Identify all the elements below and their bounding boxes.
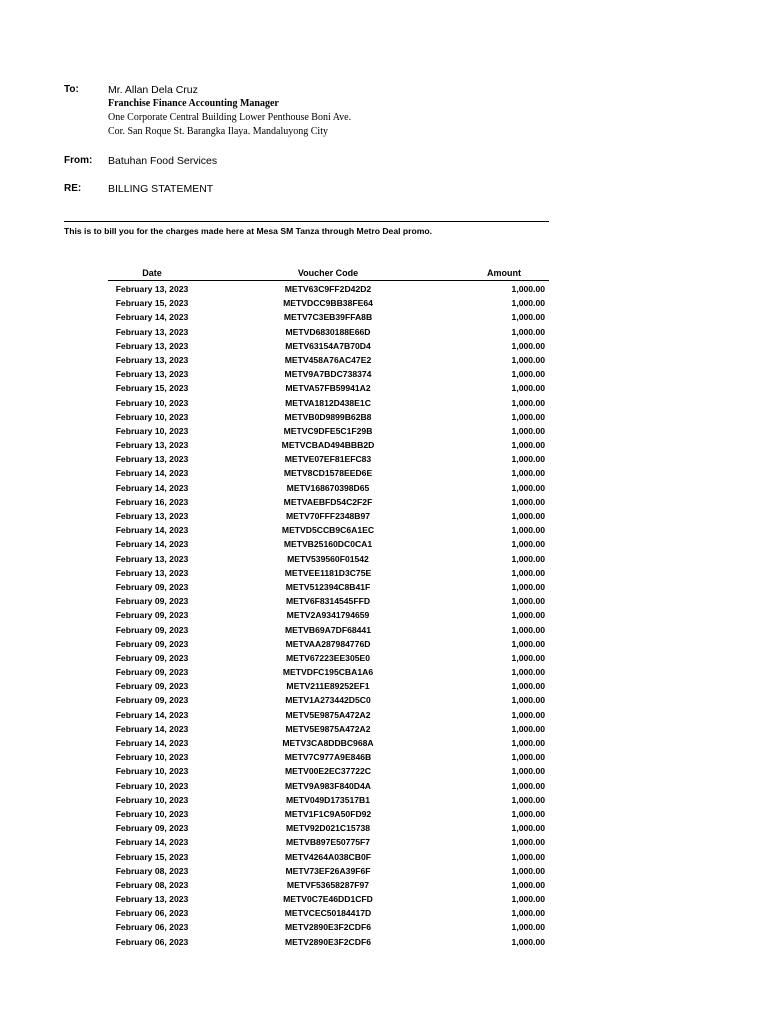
table-row — [108, 864, 549, 878]
row-date: February 13, 2023 — [115, 511, 189, 521]
header-amount: Amount — [487, 268, 521, 278]
row-date: February 14, 2023 — [115, 539, 189, 550]
row-amount: 1,000.00 — [511, 383, 545, 394]
row-voucher-code: METV512394C8B41F — [285, 581, 371, 592]
row-amount: 1,000.00 — [511, 284, 545, 294]
table-row — [108, 679, 549, 693]
row-voucher-code: METVB25160DC0CA1 — [283, 539, 373, 550]
row-voucher-code: METV049D173517B1 — [285, 794, 371, 805]
table-row — [108, 623, 549, 637]
row-voucher-code: METVD6830188E66D — [285, 326, 371, 337]
row-amount: 1,000.00 — [511, 539, 545, 550]
letter-header — [64, 84, 584, 197]
row-amount: 1,000.00 — [511, 369, 545, 380]
row-amount: 1,000.00 — [511, 894, 545, 905]
row-voucher-code: METVAA287984776D — [285, 638, 371, 649]
row-date: February 15, 2023 — [115, 383, 189, 394]
row-date: February 15, 2023 — [115, 851, 189, 862]
row-voucher-code: METV00E2EC37722C — [285, 766, 371, 777]
row-date: February 13, 2023 — [115, 894, 189, 905]
row-voucher-code: METVCEC50184417D — [284, 908, 372, 919]
table-row — [108, 764, 549, 778]
row-date: February 15, 2023 — [115, 298, 189, 309]
row-amount: 1,000.00 — [511, 681, 545, 692]
row-voucher-code: METV2890E3F2CDF6 — [285, 936, 371, 947]
table-row — [108, 821, 549, 835]
row-voucher-code: METV3CA8DDBC968A — [282, 738, 374, 748]
row-voucher-code: METV8CD1578EED6E — [283, 468, 373, 479]
table-row — [108, 296, 549, 310]
row-date: February 09, 2023 — [115, 624, 189, 635]
table-row — [108, 552, 549, 566]
row-amount: 1,000.00 — [511, 454, 545, 465]
table-row — [108, 878, 549, 892]
row-voucher-code: METV9A7BDC738374 — [284, 369, 372, 380]
row-amount: 1,000.00 — [511, 908, 545, 919]
table-row — [108, 381, 549, 395]
table-row — [108, 807, 549, 821]
row-voucher-code: METVB897E50775F7 — [285, 837, 371, 848]
voucher-table — [108, 266, 549, 949]
row-date: February 14, 2023 — [115, 723, 189, 734]
row-voucher-code: METV7C977A9E846B — [284, 752, 372, 763]
table-row — [108, 708, 549, 722]
row-amount: 1,000.00 — [511, 808, 545, 819]
row-amount: 1,000.00 — [511, 553, 545, 564]
row-amount: 1,000.00 — [511, 411, 545, 422]
table-row — [108, 935, 549, 949]
row-date: February 09, 2023 — [115, 610, 189, 621]
row-voucher-code: METVD5CCB9C6A1EC — [281, 525, 375, 536]
row-amount: 1,000.00 — [511, 567, 545, 578]
row-date: February 09, 2023 — [115, 667, 189, 678]
row-voucher-code: METVF53658287F97 — [286, 879, 370, 890]
row-amount: 1,000.00 — [511, 879, 545, 890]
row-date: February 09, 2023 — [115, 681, 189, 692]
from-label: From: — [64, 155, 93, 166]
row-amount: 1,000.00 — [511, 738, 545, 748]
row-voucher-code: METV9A983F840D4A — [285, 780, 371, 791]
row-date: February 10, 2023 — [115, 425, 189, 436]
header-voucher-code: Voucher Code — [297, 268, 359, 278]
row-date: February 10, 2023 — [115, 766, 189, 777]
intro-text: This is to bill you for the charges made here at Mesa SM Tanza through Metro Deal promo. — [64, 226, 432, 236]
table-row — [108, 353, 549, 367]
row-voucher-code: METV5E9875A472A2 — [285, 709, 371, 720]
row-date: February 13, 2023 — [115, 354, 189, 365]
table-row — [108, 310, 549, 324]
table-row — [108, 282, 549, 296]
row-voucher-code: METV92D021C15738 — [285, 823, 371, 834]
table-row — [108, 396, 549, 410]
row-amount: 1,000.00 — [511, 298, 545, 309]
row-amount: 1,000.00 — [511, 794, 545, 805]
row-date: February 14, 2023 — [115, 468, 189, 479]
row-voucher-code: METV1A273442D5C0 — [285, 695, 371, 706]
row-date: February 09, 2023 — [115, 652, 189, 663]
table-row — [108, 651, 549, 665]
row-date: February 09, 2023 — [115, 581, 189, 592]
table-row — [108, 779, 549, 793]
row-voucher-code: METV4264A038CB0F — [285, 851, 371, 862]
row-amount: 1,000.00 — [511, 468, 545, 479]
table-row — [108, 339, 549, 353]
to-label: To: — [64, 84, 79, 95]
table-row — [108, 325, 549, 339]
row-amount: 1,000.00 — [511, 425, 545, 436]
row-date: February 09, 2023 — [115, 823, 189, 834]
row-amount: 1,000.00 — [511, 624, 545, 635]
table-row — [108, 537, 549, 551]
row-amount: 1,000.00 — [511, 865, 545, 876]
row-voucher-code: METV67223EE305E0 — [285, 652, 371, 663]
table-row — [108, 637, 549, 651]
table-row — [108, 424, 549, 438]
to-row — [64, 84, 584, 98]
row-date: February 14, 2023 — [115, 837, 189, 848]
row-voucher-code: METV211E89252EF1 — [286, 681, 370, 692]
row-date: February 13, 2023 — [115, 553, 189, 564]
row-voucher-code: METVB69A7DF68441 — [285, 624, 371, 635]
re-row — [64, 183, 584, 197]
row-amount: 1,000.00 — [511, 766, 545, 777]
row-date: February 09, 2023 — [115, 695, 189, 706]
row-amount: 1,000.00 — [511, 496, 545, 507]
row-voucher-code: METV2A9341794659 — [286, 610, 370, 621]
row-voucher-code: METV7C3EB39FFA8B — [283, 312, 373, 323]
row-amount: 1,000.00 — [511, 652, 545, 663]
table-row — [108, 509, 549, 523]
row-voucher-code: METV1F1C9A50FD92 — [284, 808, 372, 819]
row-date: February 10, 2023 — [115, 411, 189, 422]
row-date: February 10, 2023 — [115, 808, 189, 819]
row-amount: 1,000.00 — [511, 596, 545, 607]
row-date: February 10, 2023 — [115, 794, 189, 805]
row-voucher-code: METV63C9FF2D42D2 — [284, 284, 372, 294]
row-date: February 06, 2023 — [115, 922, 189, 933]
row-amount: 1,000.00 — [511, 440, 545, 451]
row-amount: 1,000.00 — [511, 851, 545, 862]
row-amount: 1,000.00 — [511, 780, 545, 791]
row-date: February 13, 2023 — [115, 440, 189, 451]
row-amount: 1,000.00 — [511, 723, 545, 734]
table-row — [108, 410, 549, 424]
row-date: February 14, 2023 — [115, 525, 189, 536]
table-header — [108, 266, 549, 281]
row-date: February 13, 2023 — [115, 454, 189, 465]
row-amount: 1,000.00 — [511, 823, 545, 834]
row-voucher-code: METVE07EF81EFC83 — [284, 454, 372, 465]
row-voucher-code: METV70FFF2348B97 — [285, 511, 371, 521]
row-amount: 1,000.00 — [511, 482, 545, 493]
table-row — [108, 736, 549, 750]
row-voucher-code: METV168670398D65 — [286, 482, 370, 493]
row-voucher-code: METV63154A7B70D4 — [285, 340, 371, 351]
table-row — [108, 835, 549, 849]
table-row — [108, 495, 549, 509]
row-date: February 10, 2023 — [115, 752, 189, 763]
row-amount: 1,000.00 — [511, 511, 545, 521]
table-row — [108, 566, 549, 580]
row-amount: 1,000.00 — [511, 695, 545, 706]
row-date: February 08, 2023 — [115, 879, 189, 890]
row-date: February 14, 2023 — [115, 312, 189, 323]
row-amount: 1,000.00 — [511, 581, 545, 592]
row-voucher-code: METV0C7E46DD1CFD — [283, 894, 373, 905]
table-row — [108, 466, 549, 480]
row-amount: 1,000.00 — [511, 340, 545, 351]
table-row — [108, 452, 549, 466]
row-voucher-code: METVC9DFE5C1F29B — [283, 425, 373, 436]
row-date: February 06, 2023 — [115, 936, 189, 947]
table-row — [108, 608, 549, 622]
table-body — [108, 282, 549, 949]
table-row — [108, 580, 549, 594]
row-amount: 1,000.00 — [511, 638, 545, 649]
row-voucher-code: METV73EF26A39F6F — [285, 865, 371, 876]
recipient-address-line-1: One Corporate Central Building Lower Penthouse Boni Ave. — [108, 112, 352, 123]
row-date: February 13, 2023 — [115, 284, 189, 294]
row-voucher-code: METV458A76AC47E2 — [284, 354, 372, 365]
row-date: February 14, 2023 — [115, 738, 189, 748]
row-voucher-code: METV5E9875A472A2 — [285, 723, 371, 734]
table-row — [108, 367, 549, 381]
table-row — [108, 693, 549, 707]
row-date: February 13, 2023 — [115, 326, 189, 337]
row-voucher-code: METVCBAD494BBB2D — [281, 440, 375, 451]
row-date: February 16, 2023 — [115, 496, 189, 507]
recipient-name: Mr. Allan Dela Cruz — [108, 84, 198, 96]
re-value: BILLING STATEMENT — [108, 183, 214, 195]
row-date: February 14, 2023 — [115, 709, 189, 720]
separator-line — [64, 221, 549, 222]
row-amount: 1,000.00 — [511, 354, 545, 365]
row-voucher-code: METVA57FB59941A2 — [285, 383, 371, 394]
row-voucher-code: METV2890E3F2CDF6 — [285, 922, 371, 933]
from-row — [64, 155, 584, 183]
table-row — [108, 793, 549, 807]
table-row — [108, 481, 549, 495]
table-row — [108, 722, 549, 736]
row-voucher-code: METVA1812D438E1C — [285, 397, 371, 408]
header-date: Date — [142, 268, 162, 278]
from-value: Batuhan Food Services — [108, 155, 218, 167]
recipient-title: Franchise Finance Accounting Manager — [108, 98, 279, 109]
row-date: February 09, 2023 — [115, 596, 189, 607]
row-voucher-code: METVB0D9899B62B8 — [284, 411, 372, 422]
row-date: February 08, 2023 — [115, 865, 189, 876]
row-date: February 13, 2023 — [115, 369, 189, 380]
table-row — [108, 906, 549, 920]
row-amount: 1,000.00 — [511, 397, 545, 408]
row-date: February 10, 2023 — [115, 397, 189, 408]
row-voucher-code: METVDFC195CBA1A6 — [282, 667, 374, 678]
row-date: February 13, 2023 — [115, 567, 189, 578]
table-row — [108, 594, 549, 608]
row-amount: 1,000.00 — [511, 752, 545, 763]
row-voucher-code: METV6F8314545FFD — [285, 596, 371, 607]
table-row — [108, 523, 549, 537]
row-amount: 1,000.00 — [511, 936, 545, 947]
table-row — [108, 892, 549, 906]
row-date: February 14, 2023 — [115, 482, 189, 493]
row-date: February 06, 2023 — [115, 908, 189, 919]
table-row — [108, 850, 549, 864]
row-amount: 1,000.00 — [511, 610, 545, 621]
row-amount: 1,000.00 — [511, 525, 545, 536]
recipient-address-line-2: Cor. San Roque St. Barangka Ilaya. Mandaluyong City — [108, 126, 328, 137]
row-voucher-code: METV539560F01542 — [287, 553, 369, 564]
table-row — [108, 750, 549, 764]
row-voucher-code: METVAEBFD54C2F2F — [283, 496, 373, 507]
row-date: February 10, 2023 — [115, 780, 189, 791]
table-row — [108, 920, 549, 934]
row-amount: 1,000.00 — [511, 667, 545, 678]
row-voucher-code: METVEE1181D3C75E — [284, 567, 372, 578]
table-row — [108, 665, 549, 679]
row-date: February 13, 2023 — [115, 340, 189, 351]
row-voucher-code: METVDCC9BB38FE64 — [283, 298, 373, 309]
table-row — [108, 438, 549, 452]
re-label: RE: — [64, 183, 82, 194]
row-amount: 1,000.00 — [511, 922, 545, 933]
row-amount: 1,000.00 — [511, 837, 545, 848]
row-amount: 1,000.00 — [511, 709, 545, 720]
row-date: February 09, 2023 — [115, 638, 189, 649]
row-amount: 1,000.00 — [511, 326, 545, 337]
row-amount: 1,000.00 — [511, 312, 545, 323]
